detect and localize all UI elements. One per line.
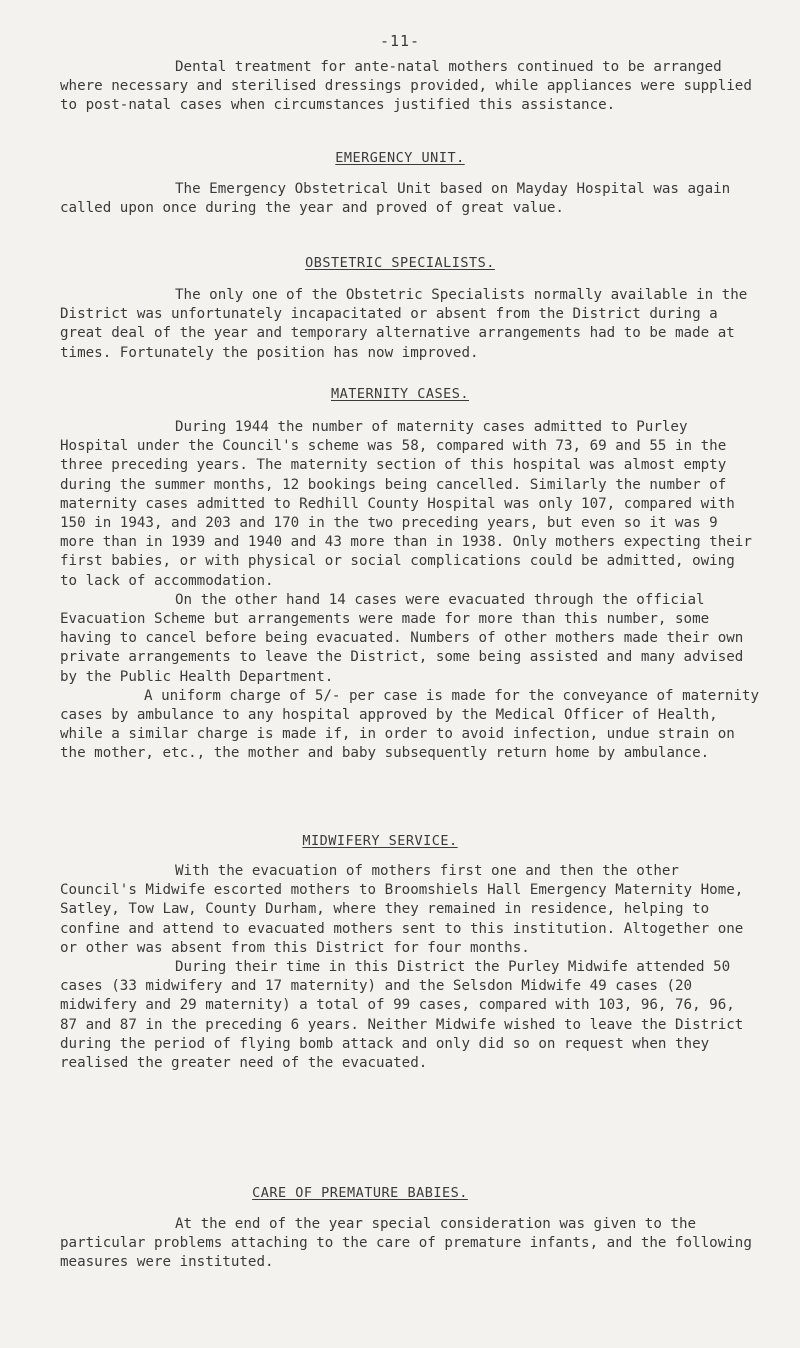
maternity-paragraph-1: During 1944 the number of maternity cases admitted to Purley Hospital under the Council's scheme was 58, compared with 73, 69 and 55 in the three preceding years. The maternity section of this hospital was almost empty during the summer months, 12 bookings being cancelled. Similarly the number of maternity cases admitted to Redhill County Hospital was only 107, compared with 150 in 1943, and 203 and 170 in the two preceding years, but even so it was 9 more than in 1939 and 1940 and 43 more than in 1938. Only mothers expecting their first babies, or with physical or social complications could be admitted, owing to lack of accommodation. xyxy=(60,419,752,589)
midwifery-paragraph-2: During their time in this District the Purley Midwife attended 50 cases (33 midwifery and 17 maternity) and the Selsdon Midwife 49 cases (20 midwifery and 29 maternity) a total of 99 cases, compared with 103, 96, 76, 96, 87 and 87 in the preceding 6 years. Neither Midwife wished to leave the District during the period of flying bomb attack and only did so on request when they realised the greater need of the evacuated. xyxy=(60,959,744,1072)
midwifery-paragraph-1: With the evacuation of mothers first one and then the other Council's Midwife escorted mothers to Broomshiels Hall Emergency Maternity Home, Satley, Tow Law, County Durham, where they remained in residence, helping to confine and attend to evacuated mothers sent to this institution. Altogether one or other was absent from this District for four months. xyxy=(60,863,744,956)
premature-babies-heading xyxy=(0,1185,760,1201)
emergency-unit-section xyxy=(60,180,760,218)
intro-paragraph: Dental treatment for ante-natal mothers continued to be arranged where necessary and sterilised dressings provided, while appliances were supplied to post-natal cases when circumstances justified this assistance. xyxy=(60,59,752,114)
midwifery-service-heading-text: MIDWIFERY SERVICE. xyxy=(302,833,458,849)
maternity-cases-section xyxy=(60,418,760,764)
maternity-cases-heading-text: MATERNITY CASES. xyxy=(330,386,470,402)
emergency-unit-heading xyxy=(0,150,800,166)
page-number: -11- xyxy=(379,32,421,50)
obstetric-specialists-heading xyxy=(0,255,800,271)
maternity-paragraph-2: On the other hand 14 cases were evacuated through the official Evacuation Scheme but arrangements were made for more than this number, some having to cancel before being evacuated. Numbers of other mothers made their own private arrangements to leave the District, some being assisted and many advised by the Public Health Department. xyxy=(60,591,744,685)
premature-babies-paragraph: At the end of the year special consideration was given to the particular problems attaching to the care of premature infants, and the following measures were instituted. xyxy=(60,1216,752,1271)
obstetric-specialists-section xyxy=(60,286,760,363)
maternity-cases-heading xyxy=(0,386,800,402)
obstetric-specialists-paragraph: The only one of the Obstetric Specialists normally available in the District was unfortunately incapacitated or absent from the District during a great deal of the year and temporary alternative arrangements had to be made at times. Fortunately the position has now improved. xyxy=(60,287,748,361)
obstetric-specialists-heading-text: OBSTETRIC SPECIALISTS. xyxy=(305,255,495,271)
premature-babies-section xyxy=(60,1215,760,1273)
premature-babies-heading-text: CARE OF PREMATURE BABIES. xyxy=(252,1185,468,1201)
midwifery-service-heading xyxy=(0,833,780,849)
emergency-unit-paragraph: The Emergency Obstetrical Unit based on Mayday Hospital was again called upon once during the year and proved of great value. xyxy=(60,181,731,217)
intro-section xyxy=(60,58,760,116)
emergency-unit-heading-text: EMERGENCY UNIT. xyxy=(335,150,465,166)
maternity-paragraph-3: A uniform charge of 5/- per case is made for the conveyance of maternity cases by ambulance to any hospital approved by the Medical Officer of Health, while a similar charge is made if, in order to avoid infection, undue strain on the mother, etc., the mother and baby subsequently return home by ambulance. xyxy=(60,687,759,762)
midwifery-service-section xyxy=(60,862,760,1073)
